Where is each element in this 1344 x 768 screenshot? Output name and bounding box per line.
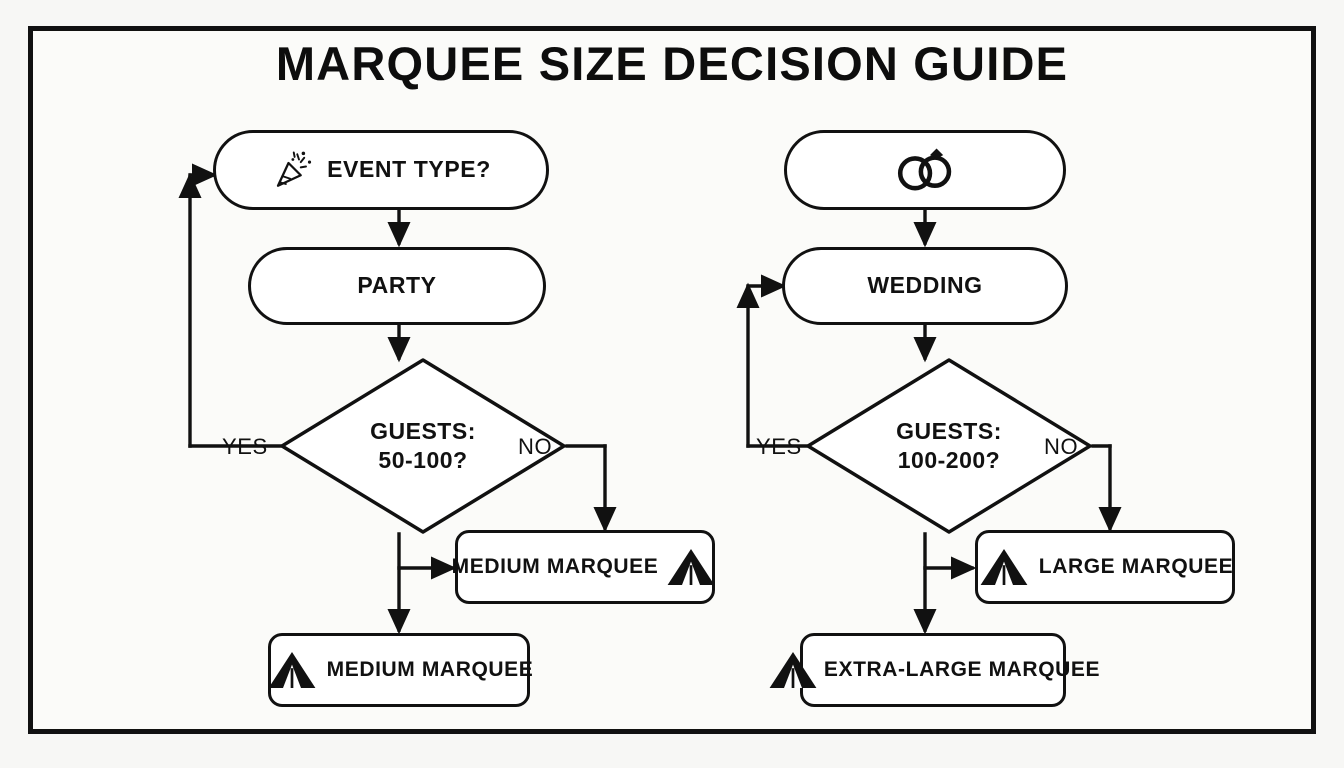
outcome-medium-marquee-no[interactable] bbox=[451, 530, 715, 604]
outcome-large-marquee[interactable] bbox=[975, 530, 1235, 604]
decision-wedding-line1: GUESTS: bbox=[896, 418, 1002, 445]
wedding-rings-icon bbox=[887, 145, 963, 195]
decision-party-line1: GUESTS: bbox=[370, 418, 476, 445]
diagram-frame bbox=[28, 26, 1316, 734]
decision-party-line2: 50-100? bbox=[378, 447, 468, 473]
party-popper-icon bbox=[271, 149, 313, 191]
node-event-type[interactable] bbox=[213, 130, 549, 210]
tent-icon bbox=[664, 545, 718, 589]
outcome-extra-large-marquee[interactable] bbox=[800, 633, 1101, 707]
outcome-medium-marquee-yes-label: MEDIUM MARQUEE bbox=[326, 658, 534, 682]
tent-icon bbox=[766, 648, 820, 692]
node-party[interactable] bbox=[248, 247, 546, 325]
tent-icon bbox=[265, 648, 319, 692]
node-wedding-start[interactable] bbox=[784, 130, 1066, 210]
page-title: MARQUEE SIZE DECISION GUIDE bbox=[275, 37, 1069, 90]
tent-icon bbox=[977, 545, 1031, 589]
outcome-medium-marquee-no-label: MEDIUM MARQUEE bbox=[451, 555, 659, 579]
node-wedding[interactable] bbox=[782, 247, 1068, 325]
outcome-medium-marquee-yes[interactable] bbox=[268, 633, 534, 707]
decision-wedding-line2: 100-200? bbox=[897, 447, 1001, 473]
node-wedding-label: WEDDING bbox=[867, 272, 983, 299]
edge-label-party-no: NO bbox=[518, 434, 553, 459]
edge-label-party-yes: YES bbox=[222, 434, 268, 459]
node-event-type-label: EVENT TYPE? bbox=[327, 156, 491, 183]
edge-label-wedding-no: NO bbox=[1044, 434, 1079, 459]
edge-label-wedding-yes: YES bbox=[756, 434, 802, 459]
outcome-large-marquee-label: LARGE MARQUEE bbox=[1038, 555, 1234, 579]
outcome-extra-large-marquee-label: EXTRA-LARGE MARQUEE bbox=[823, 658, 1101, 682]
node-party-label: PARTY bbox=[357, 272, 437, 299]
